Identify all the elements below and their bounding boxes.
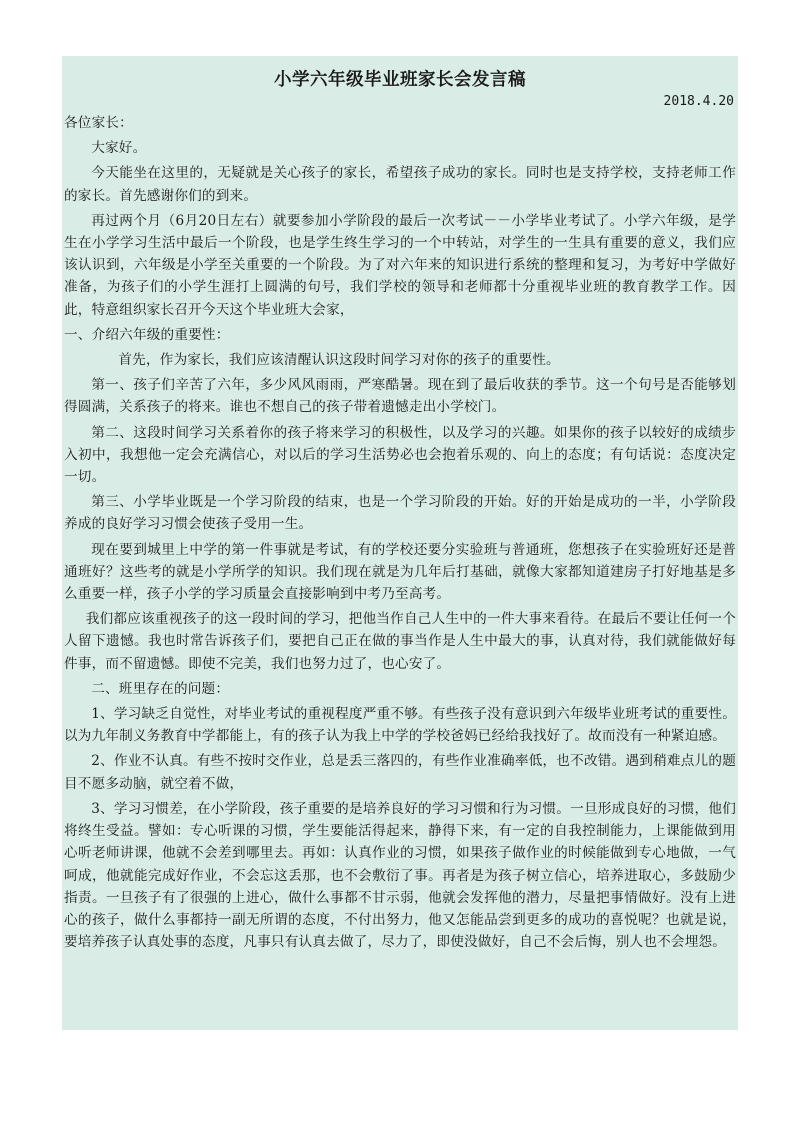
- document-date: 2018.4.20: [663, 94, 734, 109]
- paragraph: 第一、孩子们辛苦了六年，多少风风雨雨，严寒酷暑。现在到了最后收获的季节。这一个句号是否能够划得圆满，关系孩子的将来。谁也不想自己的孩子带着遗憾走出小学校门。: [64, 377, 736, 416]
- paragraph: 我们都应该重视孩子的这一段时间的学习，把他当作自己人生中的一件大事来看待。在最后不要让任何一个人留下遗憾。我也时常告诉孩子们，要把自己正在做的事当作是人生中最大的事，认真对待，我们就能做好每件事，而不留遗憾。即使不完美，我们也努力过了，也心安了。: [64, 611, 736, 672]
- paragraph: 3、学习习惯差，在小学阶段，孩子重要的是培养良好的学习习惯和行为习惯。一旦形成良好的习惯，他们将终生受益。譬如：专心听课的习惯，学生要能活得起来，静得下来，有一定的自我控制能力，上课能做到用心听老师讲课，他就不会差到哪里去。再如：认真作业的习惯，如果孩子做作业的时候能做到专心地做，一气呵成，他就能完成好作业，不会忘这丢那，也不会敷衍了事。再者是为孩子树立信心，培养进取心，多鼓励少指责。一旦孩子有了很强的上进心，做什么事都不甘示弱，他就会发挥他的潜力，尽量把事情做好。没有上进心的孩子，做什么事都持一副无所谓的态度，不付出努力，他又怎能品尝到更多的成功的喜悦呢？也就是说，要培养孩子认真处事的态度，凡事只有认真去做了，尽力了，即使没做好，自己不会后悔，别人也不会埋怨。: [64, 800, 736, 951]
- paragraph: 1、学习缺乏自觉性，对毕业考试的重视程度严重不够。有些孩子没有意识到六年级毕业班考试的重要性。以为九年制义务教育中学都能上，有的孩子认为我上中学的学校爸妈已经给我找好了。故而没有一种紧迫感。: [64, 706, 736, 745]
- paragraph: 第二、这段时间学习关系着你的孩子将来学习的积极性，以及学习的兴趣。如果你的孩子以较好的成绩步入初中，我想他一定会充满信心，对以后的学习生活势必也会抱着乐观的、向上的态度；有句话说：态度决定一切。: [64, 424, 736, 486]
- greeting: 大家好。: [91, 140, 147, 157]
- paragraph: 现在要到城里上中学的第一件事就是考试，有的学校还要分实验班与普通班，您想孩子在实验班好还是普通班好？这些考的就是小学所学的知识。我们现在就是为几年后打基础，就像大家都知道建房子打好地基是多么重要一样，孩子小学的学习质量会直接影响到中考乃至高考。: [64, 541, 736, 603]
- paragraph: 首先，作为家长，我们应该清醒认识这段时间学习对你的孩子的重要性。: [118, 352, 560, 369]
- document-title: 小学六年级毕业班家长会发言稿: [274, 70, 526, 90]
- salutation: 各位家长：: [64, 115, 133, 131]
- paragraph: 2、作业不认真。有些不按时交作业，总是丢三落四的，有些作业准确率低，也不改错。遇到稍难点儿的题目不愿多动脑，就空着不做，: [64, 753, 736, 792]
- section-heading: 一、介绍六年级的重要性：: [64, 326, 230, 343]
- section-heading: 二、班里存在的问题：: [91, 680, 230, 697]
- paragraph: 第三、小学毕业既是一个学习阶段的结束，也是一个学习阶段的开始。好的开始是成功的一半，小学阶段养成的良好学习习惯会使孩子受用一生。: [64, 494, 736, 533]
- document-page: [62, 56, 738, 1030]
- paragraph: 再过两个月（6月20日左右）就要参加小学阶段的最后一次考试－－小学毕业考试了。小学六年级，是学生在小学学习生活中最后一个阶段，也是学生终生学习的一个中转站，对学生的一生具有重要的意义，我们应该认识到，六年级是小学至关重要的一个阶段。为了对六年来的知识进行系统的整理和复习，为考好中学做好准备，为孩子们的小学生涯打上圆满的句号，我们学校的领导和老师都十分重视毕业班的教育教学工作。因此，特意组织家长召开今天这个毕业班大会家，: [64, 212, 736, 318]
- paragraph: 今天能坐在这里的，无疑就是关心孩子的家长，希望孩子成功的家长。同时也是支持学校，支持老师工作的家长。首先感谢你们的到来。: [64, 165, 736, 204]
